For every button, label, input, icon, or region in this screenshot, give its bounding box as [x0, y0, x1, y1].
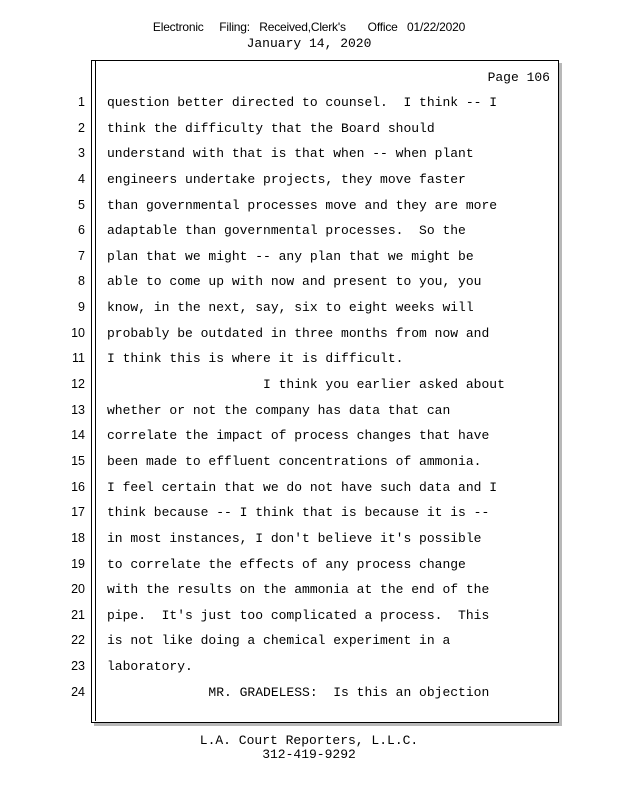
transcript-line: engineers undertake projects, they move faster — [107, 171, 466, 187]
line-number: 18 — [71, 530, 85, 545]
transcript-line: pipe. It's just too complicated a process. This — [107, 607, 490, 623]
line-number: 8 — [78, 274, 85, 289]
line-number: 4 — [78, 171, 85, 186]
line-number: 7 — [78, 248, 85, 263]
line-number: 10 — [71, 325, 85, 340]
line-number: 16 — [71, 479, 85, 494]
transcript-line: with the results on the ammonia at the end of the — [107, 582, 490, 598]
transcript-line: is not like doing a chemical experiment in a — [107, 633, 451, 649]
transcript-line: plan that we might -- any plan that we might be — [107, 248, 474, 264]
transcript-text — [107, 90, 555, 705]
line-number: 21 — [71, 607, 85, 622]
footer-phone: 312-419-9292 — [262, 747, 356, 762]
line-number: 15 — [71, 453, 85, 468]
line-number: 9 — [78, 300, 85, 315]
line-number: 1 — [78, 95, 85, 109]
page-number: Page 106 — [487, 70, 550, 85]
line-number: 17 — [71, 505, 85, 520]
line-number: 3 — [78, 146, 85, 161]
transcript-line: I feel certain that we do not have such data and I — [107, 479, 498, 495]
transcript-line: whether or not the company has data that can — [107, 402, 451, 418]
line-number: 14 — [71, 428, 85, 443]
transcript-margin-rule — [95, 60, 96, 721]
transcript-line: been made to effluent concentrations of ammonia. — [107, 453, 482, 469]
line-number: 23 — [71, 659, 85, 674]
transcript-line: know, in the next, say, six to eight weeks will — [107, 300, 474, 316]
transcript-line: think because -- I think that is because it is -- — [107, 505, 490, 521]
filing-stamp: Electronic Filing: Received,Clerk's Office 01/22/2020 — [152, 20, 466, 34]
line-number: 13 — [71, 402, 85, 417]
transcript-line: understand with that is that when -- when plant — [107, 146, 474, 162]
footer-company: L.A. Court Reporters, L.L.C. — [199, 733, 419, 748]
line-number: 5 — [78, 197, 85, 212]
transcript-line: correlate the impact of process changes that have — [107, 428, 490, 444]
transcript-line: in most instances, I don't believe it's possible — [107, 530, 482, 546]
line-number: 19 — [71, 556, 85, 571]
transcript-line: to correlate the effects of any process change — [107, 556, 466, 572]
line-number: 11 — [72, 351, 85, 366]
line-number: 2 — [78, 120, 85, 135]
line-number: 20 — [71, 582, 85, 597]
transcript-line: laboratory. — [107, 659, 193, 675]
transcript-line: I think you earlier asked about — [107, 377, 505, 393]
transcript-line: I think this is where it is difficult. — [107, 351, 404, 367]
transcript-line: probably be outdated in three months from now and — [107, 325, 490, 341]
document-date: January 14, 2020 — [246, 36, 372, 51]
line-number: 6 — [78, 223, 85, 238]
transcript-line: question better directed to counsel. I think -- I — [107, 95, 498, 110]
line-number: 24 — [71, 684, 85, 699]
line-number: 12 — [71, 377, 85, 392]
line-number-column — [55, 90, 85, 705]
transcript-line: adaptable than governmental processes. So the — [107, 223, 466, 239]
transcript-line: MR. GRADELESS: Is this an objection — [107, 684, 490, 700]
line-number: 22 — [71, 633, 85, 648]
transcript-line: think the difficulty that the Board should — [107, 120, 435, 136]
transcript-line: able to come up with now and present to you, you — [107, 274, 482, 290]
transcript-line: than governmental processes move and they are more — [107, 197, 498, 213]
